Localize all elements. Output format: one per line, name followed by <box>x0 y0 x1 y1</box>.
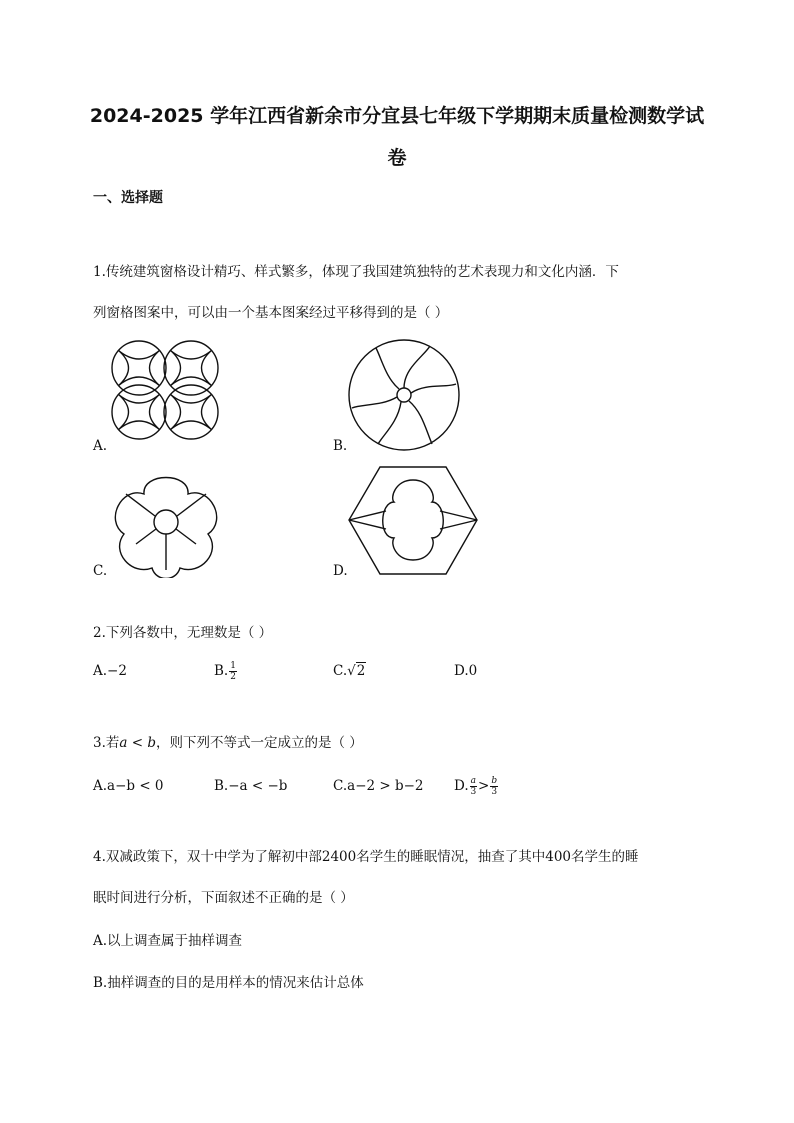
q4-option-b[interactable]: B.抽样调查的目的是用样本的情况来估计总体 <box>93 975 364 991</box>
figure-c-petal-line <box>126 494 155 516</box>
q3-stem-condition: a < b <box>119 735 156 751</box>
q2-option-b-numerator: 1 <box>230 661 236 671</box>
figure-d-quatrefoil <box>383 480 444 560</box>
q2-option-b[interactable] <box>214 661 238 682</box>
figure-a-circle <box>164 385 218 439</box>
q3-option-d-denominator-b: 3 <box>491 787 498 797</box>
figure-a-circle <box>112 341 166 395</box>
q1-option-d-label[interactable]: D. <box>333 563 348 579</box>
figure-a-curve <box>118 350 160 386</box>
figure-d-inner-line <box>349 520 386 529</box>
q2-option-c-radicand: 2 <box>356 663 366 679</box>
q3-option-d-numerator-b: b <box>491 776 498 786</box>
q3-option-a[interactable]: A.a−b < 0 <box>93 778 164 794</box>
q1-figure-b <box>346 338 464 452</box>
figure-b-inner-circle <box>397 388 411 402</box>
figure-b-blade <box>409 401 432 444</box>
q2-option-d[interactable]: D.0 <box>454 663 478 679</box>
figure-d-inner-line <box>440 520 477 529</box>
q2-option-b-prefix: B. <box>214 663 229 679</box>
q1-stem-line2: 列窗格图案中，可以由一个基本图案经过平移得到的是（ ） <box>93 305 449 321</box>
q1-figure-a <box>104 338 226 440</box>
q1-figure-c <box>104 464 228 578</box>
figure-b-blade <box>378 402 401 444</box>
q1-option-b-label[interactable]: B. <box>333 438 348 454</box>
figure-d-inner-line <box>349 511 386 520</box>
figure-a-circle <box>112 385 166 439</box>
q2-option-c[interactable] <box>333 661 366 681</box>
q2-option-c-prefix: C. <box>333 663 348 679</box>
figure-b-blade <box>411 384 456 393</box>
q4-stem-line2: 眠时间进行分析，下面叙述不正确的是（ ） <box>93 890 354 906</box>
q1-stem-line1: 1.传统建筑窗格设计精巧、样式繁多，体现了我国建筑独特的艺术表现力和文化内涵．下 <box>93 264 619 280</box>
q3-option-d-comparator: > <box>478 778 490 794</box>
figure-a-circle <box>164 341 218 395</box>
figure-c-center-circle <box>154 510 178 534</box>
q2-option-c-sqrt <box>347 661 366 681</box>
q2-option-a[interactable]: A.−2 <box>93 663 127 679</box>
q3-option-d-prefix: D. <box>454 778 469 794</box>
q3-option-d-numerator-a: a <box>470 776 477 786</box>
figure-c-petal-line <box>177 494 206 516</box>
q3-option-d-fraction-a <box>470 776 477 797</box>
q2-option-c-sqrt-sign: √ <box>347 663 356 679</box>
figure-c-petal-line <box>176 529 196 544</box>
page-title-line2: 卷 <box>387 147 407 169</box>
q4-stem-line1: 4.双减政策下，双十中学为了解初中部2400名学生的睡眠情况，抽查了其中400名学生的睡 <box>93 849 639 865</box>
q3-stem <box>93 733 363 753</box>
q3-option-d[interactable] <box>454 776 499 797</box>
figure-b-blade <box>404 346 430 388</box>
q3-option-c[interactable]: C.a−2 > b−2 <box>333 778 424 794</box>
section-heading: 一、选择题 <box>93 190 163 206</box>
q3-stem-suffix: ，则下列不等式一定成立的是（ ） <box>155 735 363 751</box>
figure-a-curve <box>170 394 212 430</box>
figure-b-blade <box>376 348 399 389</box>
figure-c-petal-line <box>136 529 156 544</box>
q2-option-b-denominator: 2 <box>230 672 236 682</box>
q1-option-a-label[interactable]: A. <box>93 438 108 454</box>
q3-option-d-denominator-a: 3 <box>470 787 477 797</box>
q4-option-a[interactable]: A.以上调查属于抽样调查 <box>93 933 243 949</box>
figure-d-hexagon <box>349 467 477 574</box>
q3-option-b[interactable]: B.−a < −b <box>214 778 288 794</box>
q2-option-b-fraction <box>229 661 237 682</box>
figure-d-inner-line <box>440 511 477 520</box>
q1-figure-d <box>346 464 480 578</box>
q2-stem: 2.下列各数中，无理数是（ ） <box>93 625 273 641</box>
q3-option-d-fraction-b <box>490 776 498 797</box>
figure-a-curve <box>170 350 212 386</box>
figure-a-curve <box>118 394 160 430</box>
q3-stem-prefix: 3.若 <box>93 735 120 751</box>
q1-option-c-label[interactable]: C. <box>93 563 108 579</box>
figure-b-blade <box>352 397 397 408</box>
page-title-line1: 2024-2025 学年江西省新余市分宜县七年级下学期期末质量检测数学试 <box>89 105 705 127</box>
figure-b-outer-circle <box>349 340 459 450</box>
